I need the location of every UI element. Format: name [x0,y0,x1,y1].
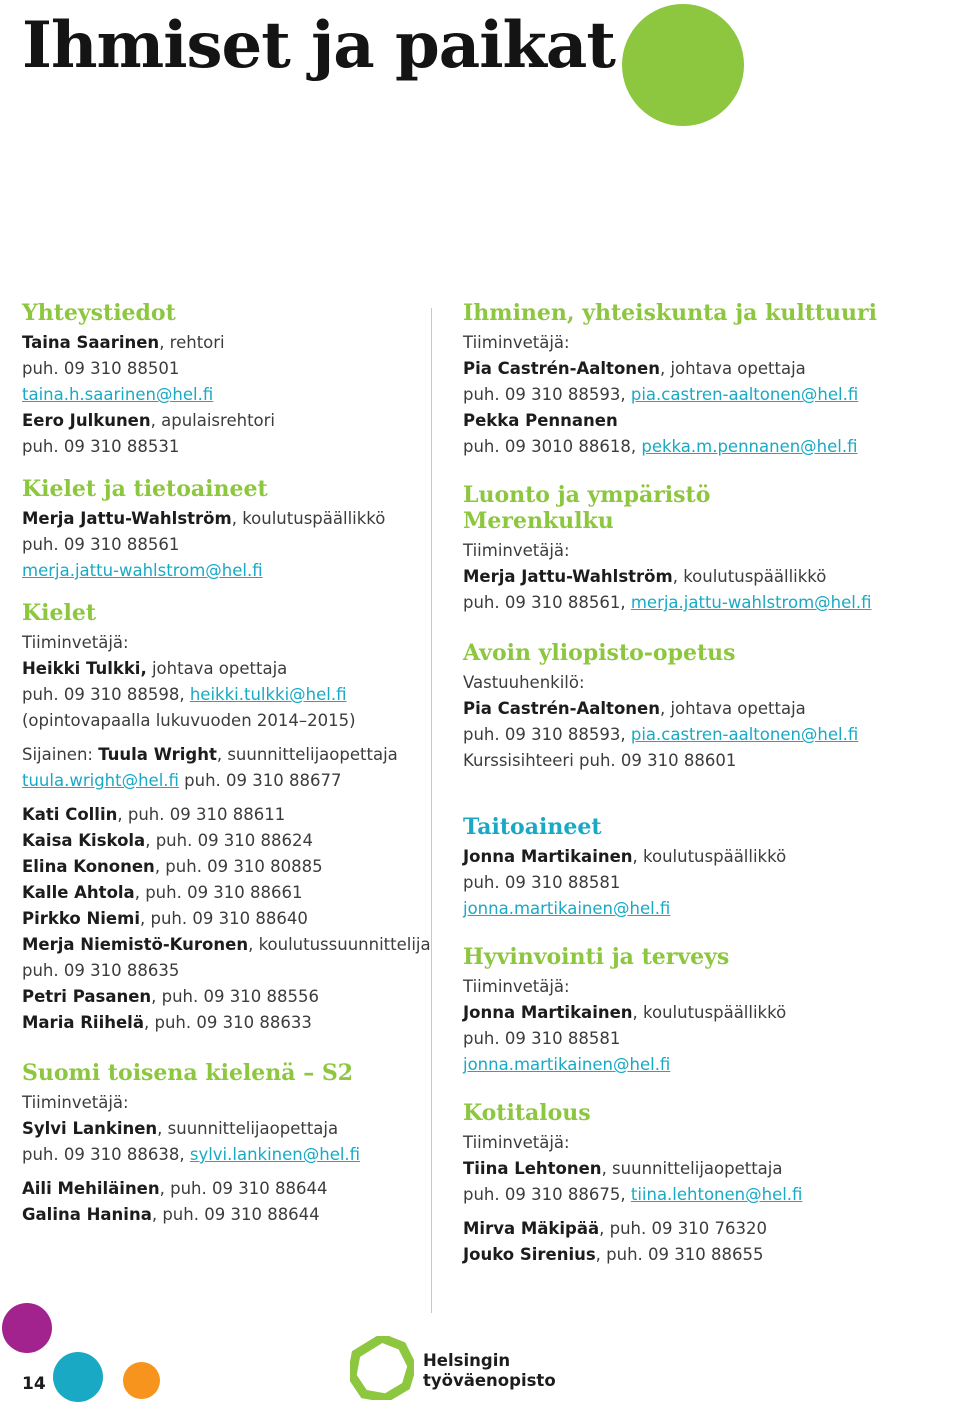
person-name: Jouko Sirenius [463,1245,596,1264]
phone-line [463,382,943,408]
person-name: Kalle Ahtola [22,883,135,902]
email-link[interactable]: jonna.martikainen@hel.fi [463,899,671,918]
person-name: Eero Julkunen [22,411,151,430]
person-name: Elina Kononen [22,857,155,876]
phone-line [22,682,422,708]
role-label: Tiiminvetäjä: [22,1093,129,1112]
email-link[interactable]: pekka.m.pennanen@hel.fi [641,437,858,456]
email-link[interactable]: jonna.martikainen@hel.fi [463,1055,671,1074]
page-title: Ihmiset ja paikat [22,8,615,83]
section-suomi-toisena-kielena [22,1060,422,1228]
person-line [22,1010,422,1036]
person-name: Taina Saarinen [22,333,160,352]
section-heading: Kielet [22,600,96,626]
person-name: Merja Jattu-Wahlström [463,567,673,586]
role-label: Vastuuhenkilö: [463,673,585,692]
person-name: Pirkko Niemi [22,909,140,928]
contact-line [463,696,943,722]
phone-number: puh. 09 310 88677 [178,771,342,790]
person-info: , koulutussuunnittelija [248,935,431,954]
logo-line-2: työväenopisto [423,1371,556,1390]
person-name: Galina Hanina [22,1205,152,1224]
phone-line: puh. 09 310 88581 [463,873,621,892]
person-name: Kaisa Kiskola [22,831,146,850]
email-line [22,768,422,794]
person-name: Petri Pasanen [22,987,152,1006]
person-name: Mirva Mäkipää [463,1219,600,1238]
person-role: , koulutuspäällikkö [632,847,787,866]
person-line [22,802,422,828]
person-info: , puh. 09 310 88624 [145,831,314,850]
section-heading: Suomi toisena kielenä – S2 [22,1060,354,1086]
email-link[interactable]: merja.jattu-wahlstrom@hel.fi [22,561,263,580]
person-info: , puh. 09 310 88556 [151,987,319,1006]
phone-number: puh. 09 310 88593, [463,385,631,404]
phone-line [463,1182,943,1208]
contact-line [463,356,943,382]
right-column [463,300,943,1284]
section-hyvinvointi-ja-terveys [463,944,943,1078]
contact-line [463,408,943,434]
substitute-line [22,742,422,768]
person-role: , koulutuspäällikkö [231,509,386,528]
phone-line: puh. 09 310 88581 [463,1029,621,1048]
email-line [463,896,943,922]
person-name: Jonna Martikainen [463,1003,633,1022]
phone-line [463,434,943,460]
contact-line [22,506,422,532]
email-line [463,1052,943,1078]
helsinki-logo-icon [350,1336,414,1400]
section-subheading: Merenkulku [463,508,614,534]
purple-circle-decoration [2,1303,52,1353]
person-name: Pia Castrén-Aaltonen [463,359,660,378]
email-link[interactable]: taina.h.saarinen@hel.fi [22,385,214,404]
person-line [22,1176,422,1202]
phone-number: puh. 09 310 88638, [22,1145,190,1164]
person-role: , koulutuspäällikkö [672,567,827,586]
orange-circle-decoration [123,1362,160,1399]
section-yhteystiedot [22,300,422,460]
person-role: , apulaisrehtori [150,411,275,430]
role-label: Tiiminvetäjä: [463,1133,570,1152]
email-line [22,558,422,584]
person-role: , suunnittelijaopettaja [216,745,398,764]
email-link[interactable]: pia.castren-aaltonen@hel.fi [630,385,859,404]
email-link[interactable]: sylvi.lankinen@hel.fi [189,1145,361,1164]
left-column [22,300,431,1244]
contact-line [22,408,422,434]
section-heading: Hyvinvointi ja terveys [463,944,730,970]
person-name: Aili Mehiläinen [22,1179,160,1198]
section-heading: Kotitalous [463,1100,591,1126]
role-label: Tiiminvetäjä: [463,977,570,996]
email-link[interactable]: tiina.lehtonen@hel.fi [630,1185,803,1204]
person-role: , koulutuspäällikkö [632,1003,787,1022]
section-heading: Yhteystiedot [22,300,176,326]
section-ihminen-yhteiskunta-kulttuuri [463,300,943,460]
person-info: , puh. 09 310 88640 [139,909,308,928]
person-name: Merja Jattu-Wahlström [22,509,232,528]
person-role: , suunnittelijaopettaja [157,1119,339,1138]
person-line [22,828,422,854]
person-line [22,880,422,906]
section-taitoaineet [463,814,943,922]
phone-line [463,590,943,616]
person-info: , puh. 09 310 88611 [117,805,286,824]
section-avoin-yliopisto [463,640,943,774]
role-label: Tiiminvetäjä: [463,541,570,560]
person-info: , puh. 09 310 88644 [159,1179,328,1198]
person-name: Heikki Tulkki, [22,659,147,678]
person-info: , puh. 09 310 88633 [143,1013,312,1032]
person-name: Pekka Pennanen [463,411,618,430]
phone-line [463,722,943,748]
email-link[interactable]: pia.castren-aaltonen@hel.fi [630,725,859,744]
phone-line [22,1142,422,1168]
green-circle-decoration [622,4,744,126]
person-info: , puh. 09 310 88644 [151,1205,320,1224]
section-heading: Luonto ja ympäristö [463,482,711,508]
person-info: , puh. 09 310 76320 [599,1219,767,1238]
email-link[interactable]: merja.jattu-wahlstrom@hel.fi [630,593,872,612]
logo-text [423,1351,556,1391]
person-line [463,1242,943,1268]
person-line [22,984,422,1010]
section-heading: Taitoaineet [463,814,602,840]
section-heading: Avoin yliopisto-opetus [463,640,736,666]
page-number: 14 [22,1374,46,1394]
phone-number: puh. 09 310 88675, [463,1185,631,1204]
section-heading: Kielet ja tietoaineet [22,476,268,502]
teal-circle-decoration [53,1352,103,1402]
person-name: Tuula Wright [98,745,217,764]
person-line [22,854,422,880]
contact-line [463,844,943,870]
person-name: Sylvi Lankinen [22,1119,158,1138]
substitute-prefix: Sijainen: [22,745,99,764]
role-label: Tiiminvetäjä: [463,333,570,352]
phone-number: puh. 09 310 88561, [463,593,631,612]
person-name: Tiina Lehtonen [463,1159,602,1178]
role-label: Tiiminvetäjä: [22,633,129,652]
person-name: Merja Niemistö-Kuronen [22,935,249,954]
person-role: , johtava opettaja [659,359,806,378]
person-name: Pia Castrén-Aaltonen [463,699,660,718]
section-kotitalous [463,1100,943,1268]
contact-line [463,564,943,590]
contact-line [463,1000,943,1026]
person-line [22,932,431,958]
phone-number: puh. 09 310 88593, [463,725,631,744]
note-line: (opintovapaalla lukuvuoden 2014–2015) [22,711,356,730]
section-kielet [22,600,431,1036]
person-line [22,1202,422,1228]
email-link[interactable]: tuula.wright@hel.fi [22,771,179,790]
secretary-line: Kurssisihteeri puh. 09 310 88601 [463,751,737,770]
person-info: , puh. 09 310 88661 [134,883,303,902]
person-name: Kati Collin [22,805,118,824]
logo-line-1: Helsingin [423,1351,511,1370]
contact-line [22,330,422,356]
person-line [22,958,422,984]
person-info: puh. 09 310 88635 [22,961,180,980]
person-role: , rehtori [159,333,225,352]
section-heading: Ihminen, yhteiskunta ja kulttuuri [463,300,877,326]
person-name: Maria Riihelä [22,1013,144,1032]
person-name: Jonna Martikainen [463,847,633,866]
email-link[interactable]: heikki.tulkki@hel.fi [189,685,347,704]
person-role: , suunnittelijaopettaja [601,1159,783,1178]
phone-line: puh. 09 310 88531 [22,437,180,456]
phone-line: puh. 09 310 88561 [22,535,180,554]
person-info: , puh. 09 310 88655 [595,1245,764,1264]
contact-line [463,1156,943,1182]
person-line [463,1216,943,1242]
section-luonto-ja-ymparisto [463,482,943,616]
person-role: johtava opettaja [146,659,288,678]
phone-line: puh. 09 310 88501 [22,359,180,378]
person-info: , puh. 09 310 80885 [154,857,323,876]
phone-number: puh. 09 310 88598, [22,685,190,704]
column-divider [431,308,432,1313]
email-line [22,382,422,408]
person-line [22,906,422,932]
person-role: , johtava opettaja [659,699,806,718]
contact-line [22,1116,422,1142]
phone-number: puh. 09 3010 88618, [463,437,642,456]
contact-line [22,656,422,682]
section-kielet-ja-tietoaineet [22,476,422,584]
